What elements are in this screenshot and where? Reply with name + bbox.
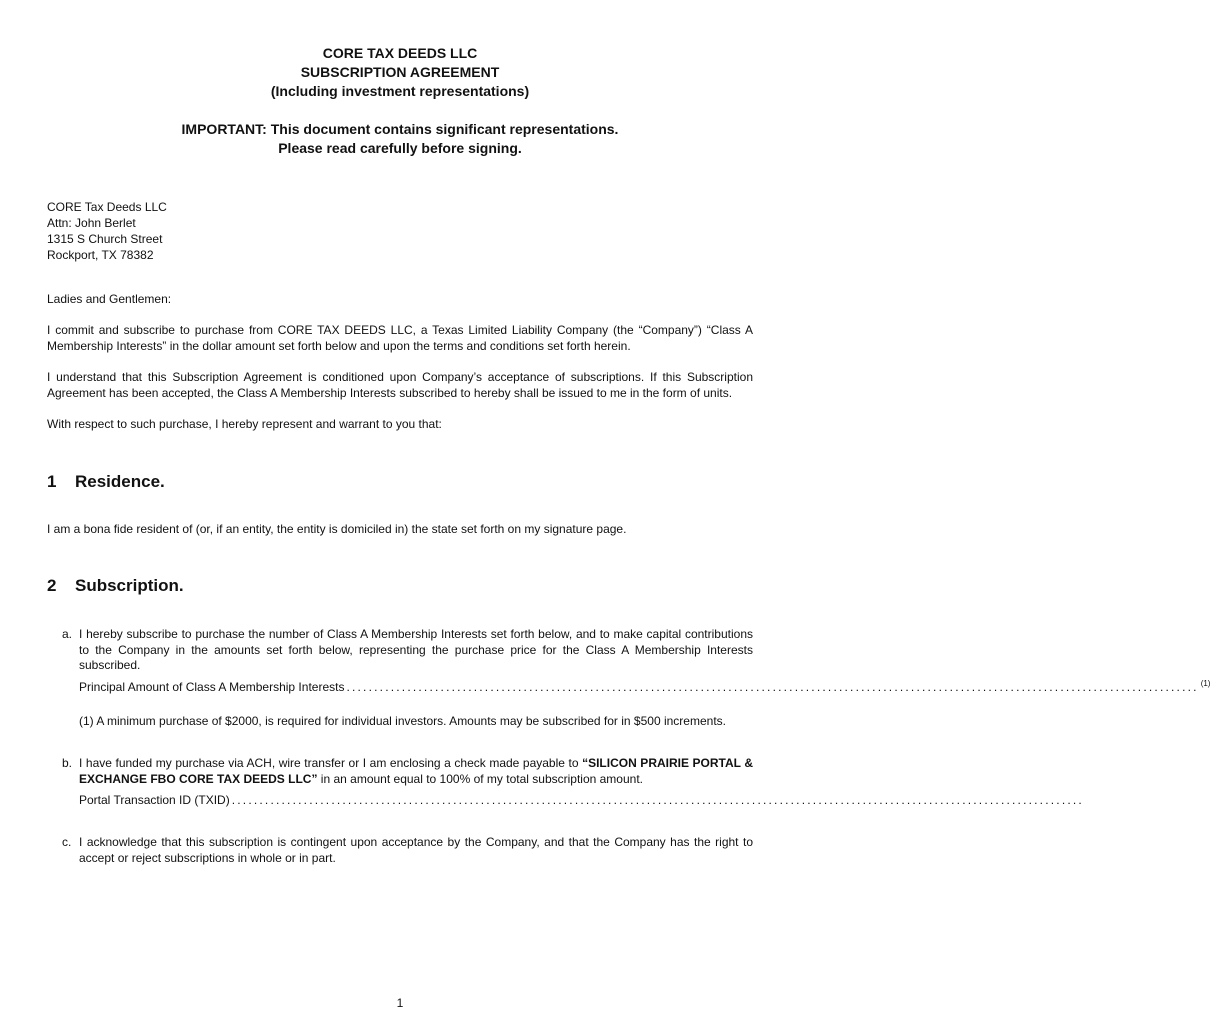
principal-amount-label: Principal Amount of Class A Membership Interests [79, 679, 345, 694]
important-line-2: Please read carefully before signing. [278, 140, 522, 156]
important-line-1: IMPORTANT: This document contains significant representations. [181, 121, 619, 137]
section-2-heading [47, 576, 184, 596]
subscription-item-c [62, 835, 753, 866]
paragraph-representations: With respect to such purchase, I hereby represent and warrant to you that: [47, 417, 442, 431]
paragraph-conditions: I understand that this Subscription Agreement is conditioned upon Company’s acceptance of subscriptions. If this Subscription Agreement has been accepted, the Class A Membership Interests subscribed to hereby shall be issued to me in the form of units. [47, 370, 753, 400]
document-title: SUBSCRIPTION AGREEMENT [300, 64, 500, 80]
recipient-address [47, 199, 167, 263]
subscription-item-b [62, 756, 1084, 809]
transaction-id-label: Portal Transaction ID (TXID) [79, 793, 230, 807]
section-1-number: 1 [47, 472, 57, 491]
section-2-title: Subscription. [75, 576, 184, 595]
subscription-item-a [62, 627, 1210, 730]
item-b-payee: “SILICON PRAIRIE PORTAL & EXCHANGE FBO CORE TAX DEEDS LLC” [79, 756, 754, 786]
salutation: Ladies and Gentlemen: [47, 292, 172, 306]
section-1-text: I am a bona fide resident of (or, if an entity, the entity is domiciled in) the state set forth on my signature page. [47, 522, 627, 536]
important-notice [0, 120, 800, 158]
item-b-text [79, 756, 753, 787]
document-subtitle: (Including investment representations) [270, 83, 530, 99]
item-c-text: I acknowledge that this subscription is contingent upon acceptance by the Company, and that the Company has the right to accept or reject subscriptions in whole or in part. [79, 835, 753, 865]
principal-amount-leader: .......................................................................................................................................................... [346, 679, 1199, 694]
address-line-3: 1315 S Church Street [47, 232, 163, 246]
item-c-label: c. [62, 835, 72, 849]
paragraph-commitment: I commit and subscribe to purchase from CORE TAX DEEDS LLC, a Texas Limited Liability Company (the “Company”) “Class A Membership Interests” in the dollar amount set forth below and upon the terms and conditions set forth herein. [47, 323, 753, 353]
document-header [0, 44, 800, 101]
page-number: 1 [396, 996, 404, 1010]
item-a-label: a. [62, 627, 73, 641]
company-name: CORE TAX DEEDS LLC [322, 45, 478, 61]
item-b-label: b. [62, 756, 73, 770]
address-line-4: Rockport, TX 78382 [47, 248, 154, 262]
section-2-number: 2 [47, 576, 57, 595]
section-1-heading [47, 472, 165, 492]
footnote-marker: (1) [1200, 678, 1210, 688]
address-line-1: CORE Tax Deeds LLC [47, 200, 167, 214]
transaction-id-leader: .......................................................................................................................................................... [231, 793, 1084, 807]
principal-amount-field[interactable] [79, 678, 1210, 697]
section-1-title: Residence. [75, 472, 165, 491]
address-line-2: Attn: John Berlet [47, 216, 136, 230]
transaction-id-field[interactable] [79, 793, 1084, 809]
item-b-text-post: in an amount equal to 100% of my total subscription amount. [317, 771, 643, 786]
item-a-text: I hereby subscribe to purchase the number of Class A Membership Interests set forth below, and to make capital contributions to the Company in the amounts set forth below, representing the purchase price for the Class A Membership Interests subscribed. [79, 627, 753, 672]
minimum-purchase-note: (1) A minimum purchase of $2000, is required for individual investors. Amounts may be subscribed for in $500 increments. [79, 714, 726, 728]
item-b-text-pre: I have funded my purchase via ACH, wire transfer or I am enclosing a check made payable to [79, 756, 583, 770]
